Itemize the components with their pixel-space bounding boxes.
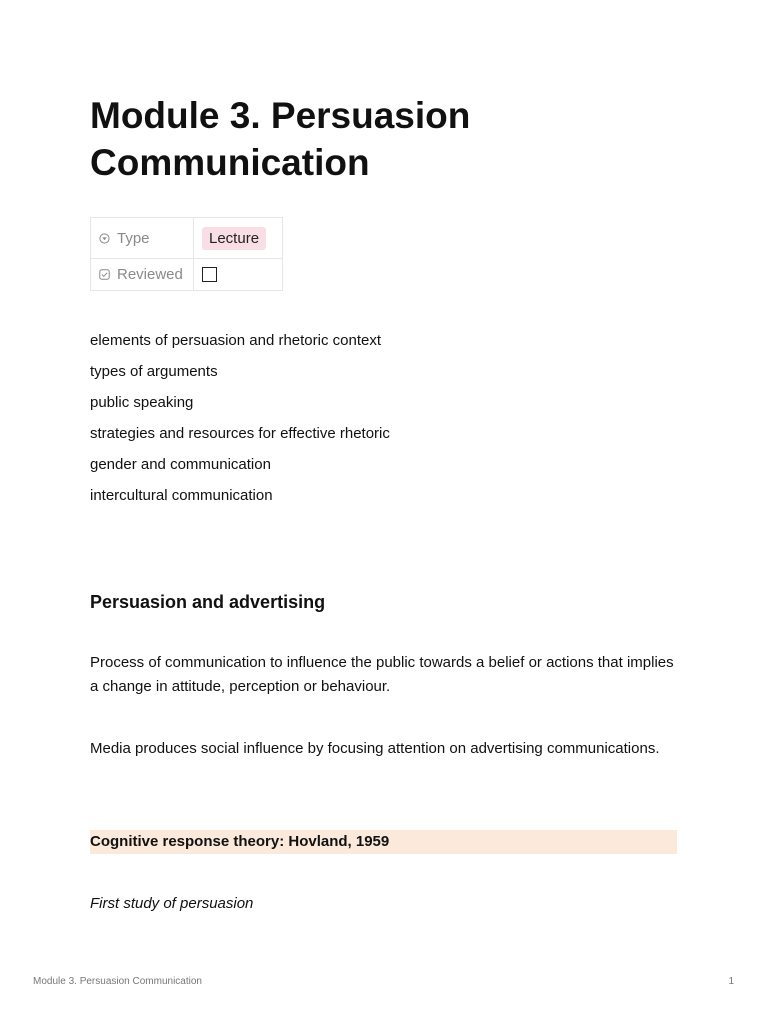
list-item: strategies and resources for effective rhetoric [90, 425, 390, 442]
footer-title: Module 3. Persuasion Communication [33, 976, 202, 987]
paragraph: Media produces social influence by focusing attention on advertising communications. [90, 740, 660, 757]
property-row-type [91, 218, 283, 259]
topic-list [90, 331, 390, 517]
properties-table [90, 217, 283, 291]
italic-note: First study of persuasion [90, 895, 254, 912]
section-heading: Persuasion and advertising [90, 592, 326, 612]
list-item: elements of persuasion and rhetoric context [90, 332, 381, 349]
list-item: intercultural communication [90, 487, 273, 504]
list-item: types of arguments [90, 363, 218, 380]
footer-page-number: 1 [728, 976, 734, 987]
property-key-type [91, 218, 194, 259]
lecture-tag: Lecture [202, 227, 266, 250]
property-key-reviewed [91, 259, 194, 291]
list-item: gender and communication [90, 456, 271, 473]
property-label-reviewed: Reviewed [117, 266, 183, 283]
page-title: Module 3. Persuasion Communication [90, 95, 471, 183]
property-value-reviewed [194, 259, 283, 291]
list-item: public speaking [90, 394, 194, 411]
property-value-type[interactable] [194, 218, 283, 259]
paragraph: Process of communication to influence the public towards a belief or actions that implies a change in attitude, perception or behaviour. [90, 654, 674, 695]
checkbox-icon [99, 269, 110, 280]
dropdown-circle-icon [99, 233, 110, 244]
highlighted-callout: Cognitive response theory: Hovland, 1959 [90, 830, 677, 854]
property-label-type: Type [117, 229, 150, 247]
reviewed-checkbox[interactable] [202, 267, 217, 282]
property-row-reviewed [91, 259, 283, 291]
